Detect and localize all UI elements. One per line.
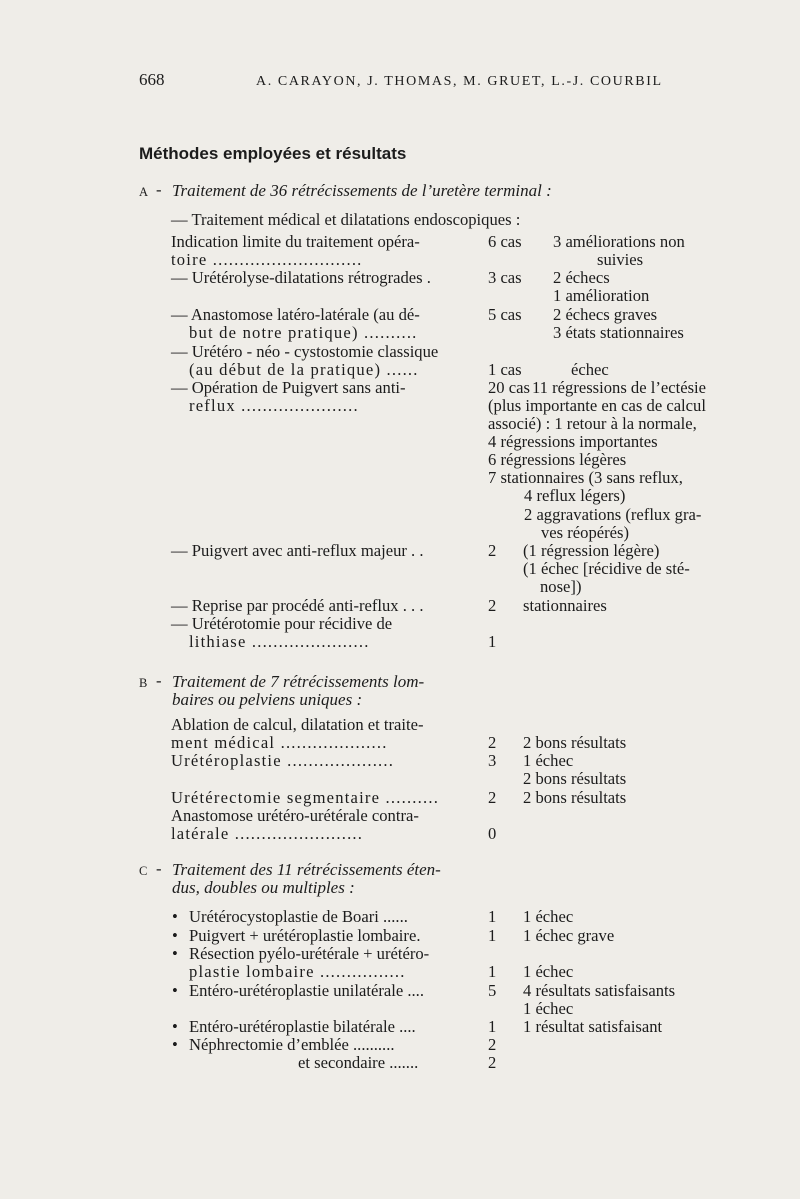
section-a-intro: — Traitement médical et dilatations endoscopiques : — [171, 210, 521, 229]
section-c-title: dus, doubles ou multiples : — [172, 878, 355, 897]
result-line: ves réopérés) — [541, 523, 629, 542]
case-count: 5 cas — [488, 305, 522, 324]
treatment-label: lithiase ...................... — [189, 632, 370, 651]
bullet: • — [172, 944, 178, 963]
section-b-title: Traitement de 7 rétrécissements lom- — [172, 672, 425, 691]
result-line: 2 échecs — [553, 268, 610, 287]
section-c-letter: C — [139, 864, 148, 878]
result-line: 1 échec grave — [523, 926, 615, 945]
section-a-title: Traitement de 36 rétrécissements de l’uretère terminal : — [172, 181, 552, 200]
case-count: 1 — [488, 907, 497, 926]
treatment-label: Entéro-urétéroplastie unilatérale .... — [189, 981, 424, 1000]
result-line: 1 résultat satisfaisant — [523, 1017, 663, 1036]
treatment-label: toire ............................ — [171, 250, 363, 269]
case-count: 2 — [488, 788, 497, 807]
result-line: 3 améliorations non — [553, 232, 685, 251]
case-count: 3 — [488, 751, 497, 770]
treatment-label: — Urétérolyse-dilatations rétrogrades . — [171, 268, 431, 287]
result-line: 1 échec — [523, 999, 574, 1018]
result-line: 3 états stationnaires — [553, 323, 684, 342]
section-b-title: baires ou pelviens uniques : — [172, 690, 363, 709]
section-b-dash: - — [156, 671, 162, 690]
result-line: 1 échec — [523, 751, 574, 770]
treatment-label: but de notre pratique) .......... — [189, 323, 418, 342]
case-count: 2 — [488, 541, 497, 560]
result-line: échec — [571, 360, 609, 379]
result-line: (plus importante en cas de calcul — [488, 396, 706, 415]
section-a-dash: - — [156, 180, 162, 199]
treatment-label: Anastomose urétéro-urétérale contra- — [171, 806, 419, 825]
result-line: 2 bons résultats — [523, 733, 627, 752]
case-count: 5 — [488, 981, 497, 1000]
result-line: 4 reflux légers) — [524, 486, 626, 505]
case-count: 1 — [488, 632, 497, 651]
section-a-letter: A — [139, 185, 149, 199]
treatment-label: — Puigvert avec anti-reflux majeur . . — [171, 541, 424, 560]
treatment-label: plastie lombaire ................ — [189, 962, 406, 981]
result-line: (1 régression légère) — [523, 541, 660, 560]
result-line: 2 bons résultats — [523, 769, 627, 788]
treatment-label: — Reprise par procédé anti-reflux . . . — [171, 596, 424, 615]
result-line: associé) : 1 retour à la normale, — [488, 414, 697, 433]
section-title: Méthodes employées et résultats — [139, 144, 407, 163]
section-c-title: Traitement des 11 rétrécissements éten- — [172, 860, 441, 879]
result-line: 4 résultats satisfaisants — [523, 981, 676, 1000]
result-line: 7 stationnaires (3 sans reflux, — [488, 468, 683, 487]
case-count: 0 — [488, 824, 497, 843]
case-count: 3 cas — [488, 268, 522, 287]
result-line: nose]) — [540, 577, 582, 596]
case-count: 2 — [488, 596, 497, 615]
treatment-label: Néphrectomie d’emblée .......... — [189, 1035, 395, 1054]
treatment-label: — Urétéro - néo - cystostomie classique — [171, 342, 439, 361]
case-count: 1 cas — [488, 360, 522, 379]
treatment-label: — Opération de Puigvert sans anti- — [171, 378, 406, 397]
running-header-authors: A. CARAYON, J. THOMAS, M. GRUET, L.-J. COURBIL — [256, 74, 663, 89]
treatment-label: Indication limite du traitement opéra- — [171, 232, 420, 251]
treatment-label: Résection pyélo-urétérale + urétéro- — [189, 944, 430, 963]
treatment-label: — Urétérotomie pour récidive de — [171, 614, 393, 633]
case-count: 20 cas — [488, 378, 530, 397]
case-count: 2 — [488, 1053, 497, 1072]
treatment-label: (au début de la pratique) ...... — [189, 360, 419, 379]
treatment-label: latérale ........................ — [171, 824, 364, 843]
case-count: 1 — [488, 1017, 497, 1036]
bullet: • — [172, 907, 178, 926]
result-line: 2 bons résultats — [523, 788, 627, 807]
result-line: 2 aggravations (reflux gra- — [524, 505, 702, 524]
result-line: 4 régressions importantes — [488, 432, 658, 451]
result-line: 1 échec — [523, 907, 574, 926]
result-line: (1 échec [récidive de sté- — [523, 559, 690, 578]
bullet: • — [172, 1017, 178, 1036]
treatment-label: Entéro-urétéroplastie bilatérale .... — [189, 1017, 416, 1036]
case-count: 2 — [488, 1035, 497, 1054]
result-line: 1 amélioration — [553, 286, 650, 305]
page-number: 668 — [139, 70, 165, 89]
result-line: 11 régressions de l’ectésie — [532, 378, 707, 397]
treatment-label: Urétérectomie segmentaire .......... — [171, 788, 440, 807]
treatment-label: Puigvert + urétéroplastie lombaire. — [189, 926, 421, 945]
result-line: 2 échecs graves — [553, 305, 658, 324]
section-b-letter: B — [139, 676, 148, 690]
treatment-label: Urétérocystoplastie de Boari ...... — [189, 907, 408, 926]
treatment-label: et secondaire ....... — [298, 1053, 419, 1072]
case-count: 1 — [488, 926, 497, 945]
case-count: 2 — [488, 733, 497, 752]
bullet: • — [172, 981, 178, 1000]
section-c-dash: - — [156, 859, 162, 878]
treatment-label: Ablation de calcul, dilatation et traite- — [171, 715, 424, 734]
treatment-label: — Anastomose latéro-latérale (au dé- — [171, 305, 420, 324]
treatment-label: ment médical .................... — [171, 733, 388, 752]
result-line: 6 régressions légères — [488, 450, 627, 469]
treatment-label: reflux ...................... — [189, 396, 359, 415]
result-line: stationnaires — [523, 596, 607, 615]
bullet: • — [172, 926, 178, 945]
case-count: 1 — [488, 962, 497, 981]
result-line: 1 échec — [523, 962, 574, 981]
bullet: • — [172, 1035, 178, 1054]
case-count: 6 cas — [488, 232, 522, 251]
treatment-label: Urétéroplastie .................... — [171, 751, 395, 770]
result-line: suivies — [597, 250, 644, 269]
